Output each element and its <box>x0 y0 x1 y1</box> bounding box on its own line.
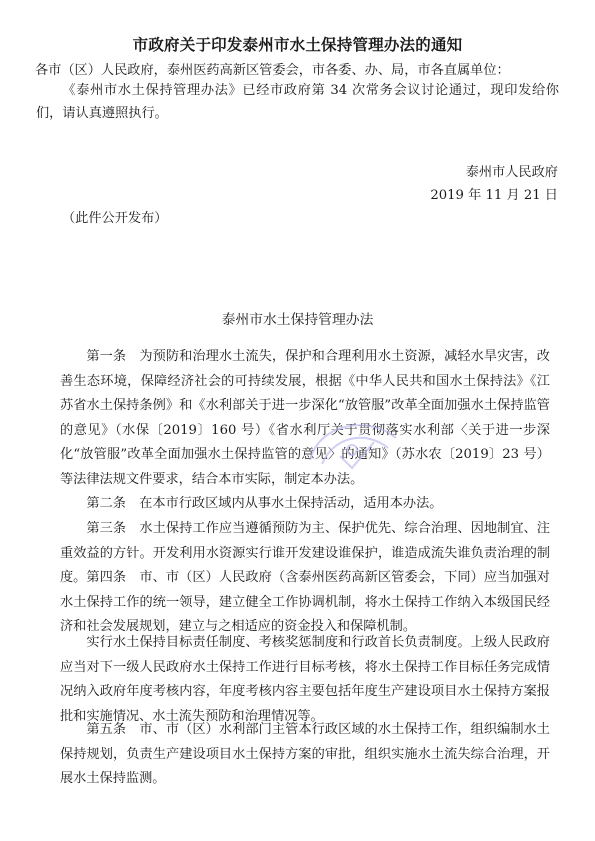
notice-addressee: 各市（区）人民政府，泰州医药高新区管委会，市各委、办、局，市各直属单位： <box>35 63 510 78</box>
article-5: 第五条 市、市（区）水利部门主管本行政区域的水土保持工作，组织编制水土保持规划，负责生产建设项目水土保持方案的审批，组织实施水土流失综合治理，开展水土保持监测。 <box>60 722 550 786</box>
article-4: 第四条 市、市（区）人民政府（含泰州医药高新区管委会，下同）应当加强对水土保持工作的统一领导，建立健全工作协调机制，将水土保持工作纳入本级国民经济和社会发展规划，建立与之相适应的资金投入和保障机制。 <box>60 570 550 634</box>
notice-date: 2019 年 11 月 21 日 <box>430 188 558 203</box>
article-4-paragraph-2: 实行水土保持目标责任制度、考核奖惩制度和行政首长负责制度。上级人民政府应当对下一级人民政府水土保持工作进行目标考核，将水土保持工作目标任务完成情况纳入政府年度考核内容，年度考核内容主要包括年度生产建设项目水土保持方案报批和实施情况、水土流失预防和治理情况等。 <box>60 635 550 724</box>
regulation-title: 泰州市水土保持管理办法 <box>221 312 374 328</box>
article-3: 第三条 水土保持工作应当遵循预防为主、保护优先、综合治理、因地制宜、注重效益的方针。开发利用水资源实行谁开发建设谁保护，谁造成流失谁负责治理的制度。 <box>60 521 550 585</box>
article-1: 第一条 为预防和治理水土流失，保护和合理利用水土资源，减轻水旱灾害，改善生态环境，保障经济社会的可持续发展，根据《中华人民共和国水土保持法》《江苏省水土保持条例》和《水利部关于进一步深化“放管服”改革全面加强水土保持监管的意见》（水保〔2019〕160 号）《省水利厅关于贯彻落实水利部〈关于进一步深化“放管服”改革全面加强水土保持监管的意见〉的通知》（苏水农〔2019〕23 号）等法律法规文件要求，结合本市实际，制定本办法。 <box>60 349 550 487</box>
notice-body: 《泰州市水土保持管理办法》已经市政府第 34 次常务会议讨论通过，现印发给你们，请认真遵照执行。 <box>36 83 559 121</box>
notice-title: 市政府关于印发泰州市水土保持管理办法的通知 <box>132 35 463 54</box>
article-2: 第二条 在本市行政区域内从事水土保持活动，适用本办法。 <box>86 496 443 511</box>
notice-issuer: 泰州市人民政府 <box>465 165 558 180</box>
publication-note: （此件公开发布） <box>62 211 168 226</box>
